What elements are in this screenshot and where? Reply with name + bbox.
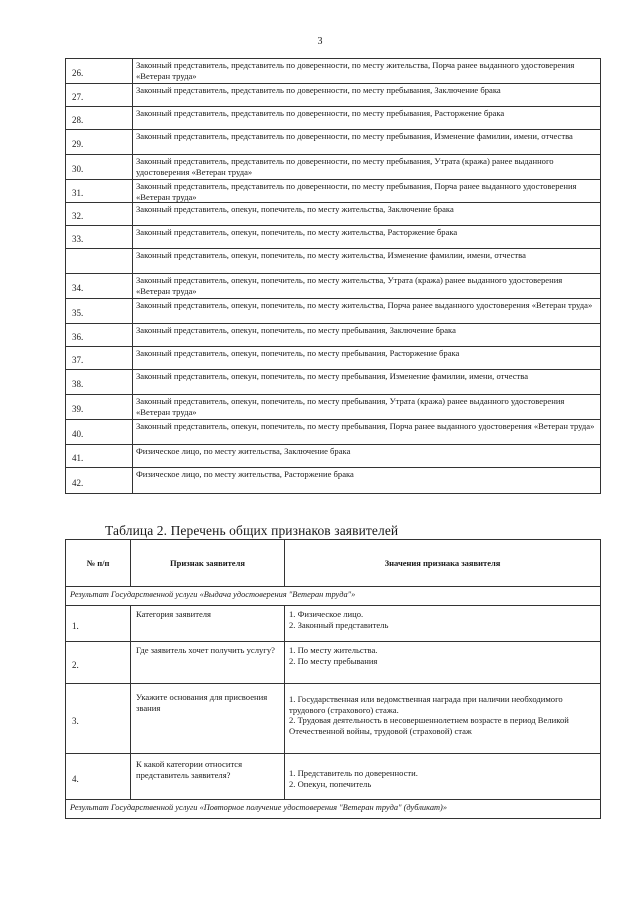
row-number: 42. (66, 468, 133, 494)
row-number: 28. (66, 107, 133, 130)
row-number: 3. (66, 684, 131, 754)
header-values: Значения признака заявителя (285, 540, 601, 587)
row-text: Законный представитель, представитель по доверенности, по месту жительства, Порча ранее выданного удостоверения «Ветеран труда» (133, 59, 601, 84)
row-number: 34. (66, 274, 133, 299)
value-line: 1. Физическое лицо. (289, 609, 364, 619)
row-text: Законный представитель, опекун, попечитель, по месту жительства, Изменение фамилии, имени, отчества (133, 249, 601, 274)
row-number: 33. (66, 226, 133, 249)
row-number: 30. (66, 155, 133, 180)
sign-values (285, 684, 601, 754)
page-number: 3 (317, 36, 323, 47)
value-line: 1. Государственная или ведомственная награда при наличии необходимого трудового (страхового) стажа. (289, 694, 563, 715)
value-line: 2. Трудовая деятельность в несовершеннолетнем возрасте в период Великой Отечественной войны, трудовой (страховой) стаж (289, 715, 569, 736)
applicant-sign: Укажите основания для присвоения звания (131, 684, 285, 754)
row-text: Законный представитель, опекун, попечитель, по месту пребывания, Порча ранее выданного удостоверения «Ветеран труда» (133, 420, 601, 445)
applicant-sign: Категория заявителя (131, 606, 285, 642)
table-row (66, 180, 601, 203)
table-row (66, 684, 601, 754)
value-line: 2. По месту пребывания (289, 655, 378, 666)
table-row (66, 606, 601, 642)
result-row (66, 800, 601, 819)
value-line: 2. Опекун, попечитель (289, 778, 372, 789)
table2-header-row (66, 540, 601, 587)
row-text: Законный представитель, опекун, попечитель, по месту жительства, Порча ранее выданного удостоверения «Ветеран труда» (133, 299, 601, 324)
row-number: 37. (66, 347, 133, 370)
row-text: Законный представитель, опекун, попечитель, по месту жительства, Расторжение брака (133, 226, 601, 249)
table2-caption: Таблица 2. Перечень общих признаков заявителей (105, 523, 399, 538)
table-row (66, 249, 601, 274)
row-text: Законный представитель, опекун, попечитель, по месту пребывания, Заключение брака (133, 324, 601, 347)
table-row (66, 754, 601, 800)
row-text: Законный представитель, представитель по доверенности, по месту пребывания, Заключение брака (133, 84, 601, 107)
row-text: Законный представитель, опекун, попечитель, по месту пребывания, Утрата (кража) ранее выданного удостоверения «Ветеран труда» (133, 395, 601, 420)
table-row (66, 155, 601, 180)
applicant-signs-table (65, 539, 601, 819)
row-text: Законный представитель, опекун, попечитель, по месту жительства, Утрата (кража) ранее выданного удостоверения «Ветеран труда» (133, 274, 601, 299)
result-label: Результат Государственной услуги «Повторное получение удостоверения "Ветеран труда" (дубликат)» (66, 800, 601, 819)
row-text: Законный представитель, представитель по доверенности, по месту пребывания, Порча ранее выданного удостоверения «Ветеран труда» (133, 180, 601, 203)
row-text: Законный представитель, опекун, попечитель, по месту пребывания, Расторжение брака (133, 347, 601, 370)
table-row (66, 299, 601, 324)
applicant-sign: Где заявитель хочет получить услугу? (131, 642, 285, 684)
row-number: 40. (66, 420, 133, 445)
row-number: 32. (66, 203, 133, 226)
table-row (66, 370, 601, 395)
row-number: 31. (66, 180, 133, 203)
applicant-sign: К какой категории относится представитель заявителя? (131, 754, 285, 800)
row-number: 29. (66, 130, 133, 155)
table-row (66, 395, 601, 420)
row-number: 2. (66, 642, 131, 684)
header-sign: Признак заявителя (131, 540, 285, 587)
value-line: 1. По месту жительства. (289, 645, 378, 655)
row-number: 4. (66, 754, 131, 800)
header-num: № п/п (66, 540, 131, 587)
table-row (66, 107, 601, 130)
table-row (66, 324, 601, 347)
sign-values (285, 754, 601, 800)
table-row (66, 274, 601, 299)
row-number: 26. (66, 59, 133, 84)
sign-values (285, 606, 601, 642)
table-row (66, 203, 601, 226)
row-number: 38. (66, 370, 133, 395)
row-text: Законный представитель, представитель по доверенности, по месту пребывания, Изменение фамилии, имени, отчества (133, 130, 601, 155)
table-row (66, 226, 601, 249)
row-number: 35. (66, 299, 133, 324)
row-text: Законный представитель, представитель по доверенности, по месту пребывания, Утрата (кража) ранее выданного удостоверения «Ветеран труда» (133, 155, 601, 180)
row-text: Законный представитель, представитель по доверенности, по месту пребывания, Расторжение брака (133, 107, 601, 130)
row-text: Физическое лицо, по месту жительства, Заключение брака (133, 445, 601, 468)
row-text: Законный представитель, опекун, попечитель, по месту жительства, Заключение брака (133, 203, 601, 226)
row-text: Физическое лицо, по месту жительства, Расторжение брака (133, 468, 601, 494)
applicant-variants-table (65, 58, 601, 494)
table-row (66, 130, 601, 155)
table-row (66, 468, 601, 494)
table-row (66, 59, 601, 84)
row-number: 41. (66, 445, 133, 468)
row-number: 36. (66, 324, 133, 347)
row-number: 27. (66, 84, 133, 107)
table-row (66, 347, 601, 370)
value-line: 1. Представитель по доверенности. (289, 768, 418, 778)
row-number: 39. (66, 395, 133, 420)
table-row (66, 445, 601, 468)
row-number: 1. (66, 606, 131, 642)
result-label: Результат Государственной услуги «Выдача удостоверения "Ветеран труда"» (66, 587, 601, 606)
sign-values (285, 642, 601, 684)
result-row (66, 587, 601, 606)
table-row (66, 642, 601, 684)
table-row (66, 420, 601, 445)
table-row (66, 84, 601, 107)
row-number (66, 249, 133, 274)
row-text: Законный представитель, опекун, попечитель, по месту пребывания, Изменение фамилии, имени, отчества (133, 370, 601, 395)
value-line: 2. Законный представитель (289, 619, 389, 630)
